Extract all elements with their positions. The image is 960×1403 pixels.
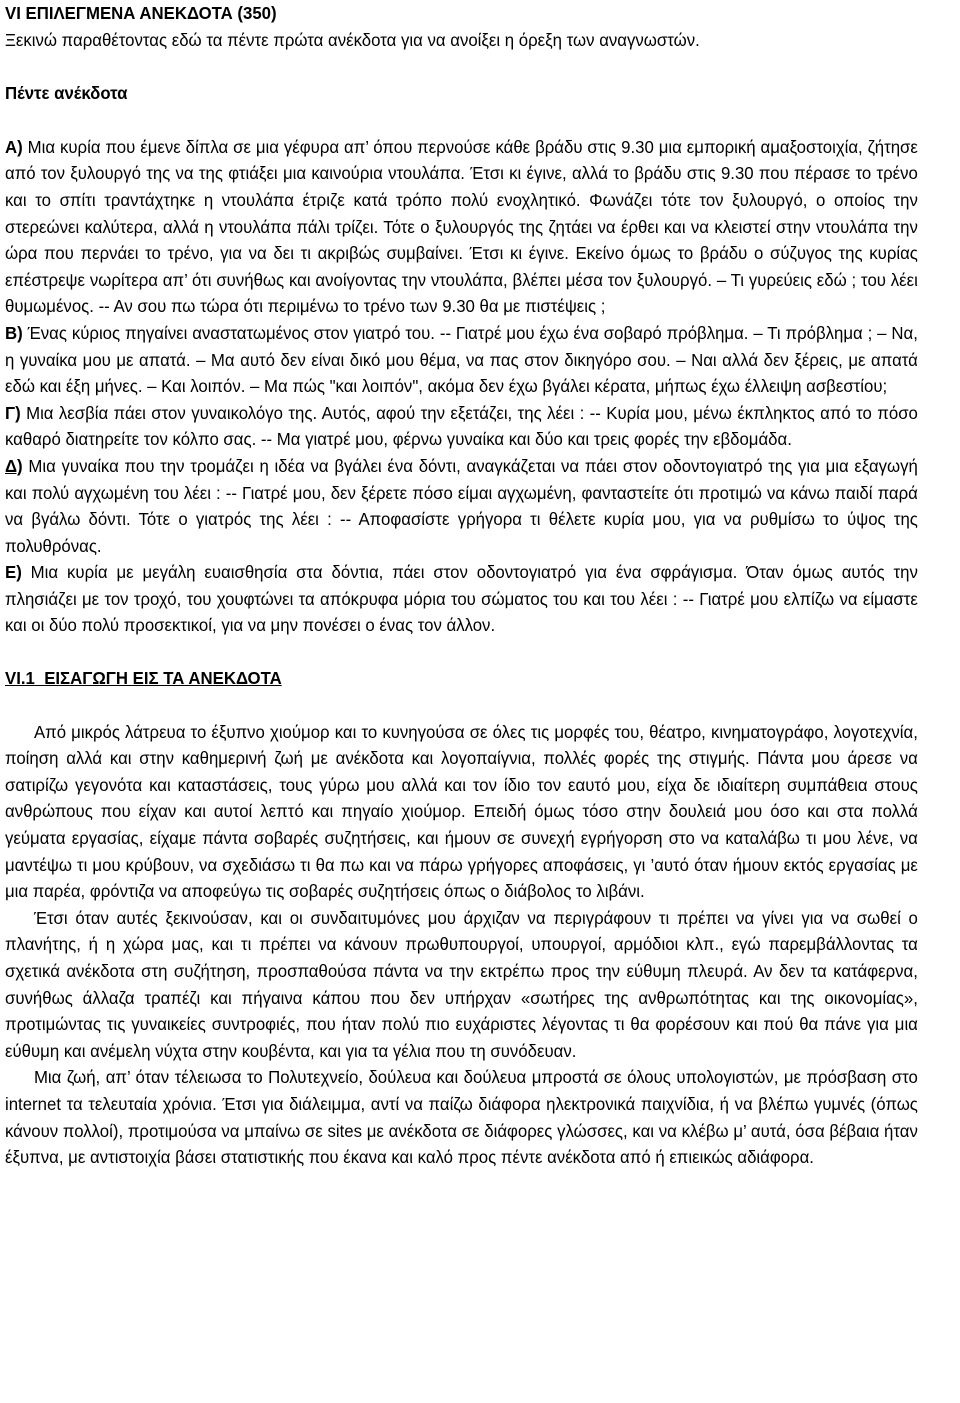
anecdote-text: Μια κυρία με μεγάλη ευαισθησία στα δόντια, πάει στον οδοντογιατρό για ένα σφράγισμα. Όταν όμως αυτός την πλησιάζει με τον τροχό, του χουφτώνει τα απόκρυφα μόρια του σώματος του και του λέει : -- Γιατρέ μου ελπίζω να είμαστε και οι δύο πολύ προσεκτικοί, για να μην πονέσει ο ένας τον άλλον.	[5, 562, 918, 636]
anecdote-label: Γ)	[5, 402, 21, 423]
anecdote-text: Μια γυναίκα που την τρομάζει η ιδέα να βγάλει ένα δόντι, αναγκάζεται να πάει στον οδοντογιατρό της για μια εξαγωγή και πολύ αγχωμένη του λέει : -- Γιατρέ μου, δεν ξέρετε πόσο είμαι αγχωμένη, φανταστείτε ότι προτιμώ να κάνω παιδί παρά να βγάλω δόντι. Τότε ο γιατρός της λέει : -- Αποφασίστε γρήγορα τι θέλετε κυρία μου, για να ρυθμίσω το ύψος της πολυθρόνας.	[5, 455, 918, 556]
section-paragraph: Από μικρός λάτρευα το έξυπνο χιούμορ και το κυνηγούσα σε όλες τις μορφές του, θέατρο, κινηματογράφο, λογοτεχνία, ποίηση αλλά και στην καθημερινή ζωή με ανέκδοτα και λογοπαίγνια, πολλές φορές της στιγμής. Πάντα μου άρεσε να σατιρίζω γεγονότα και καταστάσεις, τους γύρω μου αλλά και τον ίδιο τον εαυτό μου, είχα δε ιδιαίτερη συμπάθεια στους ανθρώπους που είχαν και αυτοί λεπτό και πηγαίο χιούμορ. Επειδή όμως τόσο στην δουλειά μου όσο και στα πολλά γεύματα εργασίας, είχαμε πάντα σοβαρές συζητήσεις, και ήμουν σε συνεχή εγρήγορση στο να καταλάβω τι μου λένε, να μαντέψω τι μου κρύβουν, να σχεδιάσω τι θα πω και να πάρω γρήγορες αποφάσεις, γι ’αυτό όταν ήμουν εκτός εργασίας με μια παρέα, φρόντιζα να αποφεύγω τις σοβαρές συζητήσεις όπως ο διάβολος το λιβάνι.	[5, 721, 918, 902]
anecdotes-heading: Πέντε ανέκδοτα	[5, 83, 128, 104]
anecdote-text: Μια λεσβία πάει στον γυναικολόγο της. Αυτός, αφού την εξετάζει, της λέει : -- Κυρία μου, μένω έκπληκτος από το πόσο καθαρό διατηρείτε τον κόλπο σας. -- Μα γιατρέ μου, φέρνω γυναίκα και δύο και τρεις φορές την εβδομάδα.	[5, 402, 918, 450]
document-page	[5, 0, 918, 1171]
anecdote-label: Δ)	[5, 455, 23, 476]
anecdote-label: Β)	[5, 322, 23, 343]
anecdote-text: Μια κυρία που έμενε δίπλα σε μια γέφυρα απ’ όπου περνούσε κάθε βράδυ στις 9.30 μια εμπορική αμαξοστοιχία, ζήτησε από τον ξυλουργό της να της φτιάξει μια καινούρια ντουλάπα. Έτσι κι έγινε, αλλά το βράδυ στις 9.30 που πέρασε το τρένο και το σπίτι τραντάχτηκε η ντουλάπα έτριζε κατά τρόπο πολύ ενοχλητικό. Φωνάζει τότε τον ξυλουργό, ο οποίος την στερεώνει καλύτερα, αλλά η ντουλάπα πάλι τρίζει. Τότε ο ξυλουργός της ζητάει να έρθει και να κλειστεί στην ντουλάπα την ώρα που περνάει το τρένο, για να δει τι ακριβώς συμβαίνει. Έτσι κι έγινε. Εκείνο όμως το βράδυ ο σύζυγος της κυρίας επέστρεψε νωρίτερα απ’ ότι συνήθως και ανοίγοντας την ντουλάπα, βλέπει μέσα τον ξυλουργό. – Τι γυρεύεις εδώ ; του λέει θυμωμένος. -- Αν σου πω τώρα ότι περιμένω το τρένο των 9.30 θα με πιστέψεις ;	[5, 136, 918, 317]
anecdote-list	[5, 134, 918, 639]
anecdote-text: Ένας κύριος πηγαίνει αναστατωμένος στον γιατρό του. -- Γιατρέ μου έχω ένα σοβαρό πρόβλημα. – Τι πρόβλημα ; – Να, η γυναίκα μου με απατά. – Μα αυτό δεν είναι δικό μου θέμα, να πας στον δικηγόρο σου. – Ναι αλλά δεν ξέρεις, με απατά εδώ και έξη μήνες. – Και λοιπόν. – Μα πώς "και λοιπόν", ακόμα δεν έχω βγάλει κέρατα, μήπως έχω έλλειψη ασβεστίου;	[5, 322, 918, 397]
anecdote-item	[5, 453, 918, 559]
section-heading	[5, 665, 918, 692]
section-number: VI.1	[5, 668, 35, 689]
anecdote-item	[5, 400, 918, 453]
section-paragraph: Έτσι όταν αυτές ξεκινούσαν, και οι συνδαιτυμόνες μου άρχιζαν να περιγράφουν τι πρέπει να γίνει για να σωθεί ο πλανήτης, ή η χώρα μας, και τι πρέπει να κάνουν πρωθυπουργοί, υπουργοί, αρμόδιοι κλπ., εγώ παρεμβάλλοντας τα σχετικά ανέκδοτα στη συζήτηση, προσπαθούσα πάντα να την εκτρέπω προς την εύθυμη πλευρά. Αν δεν τα κατάφερνα, συνήθως άλλαζα τραπέζι και πήγαινα κάπου που δεν υπήρχαν «σωτήρες της ανθρωπότητας και της οικονομίας», προτιμώντας τις γυναικείες συντροφιές, που ήταν πολύ πιο ευχάριστες λέγοντας τι θα φορέσουν και πού θα πάνε για μια εύθυμη και ανέμελη νύχτα στην κουβέντα, και για τα γέλια που τη συνόδευαν.	[5, 907, 918, 1061]
section-title: ΕΙΣΑΓΩΓΗ ΕΙΣ ΤΑ ΑΝΕΚΔΟΤΑ	[44, 668, 282, 689]
anecdote-item	[5, 559, 918, 639]
anecdote-item	[5, 320, 918, 400]
anecdote-label: Ε)	[5, 562, 22, 583]
section-body	[5, 719, 918, 1171]
document-title: VI ΕΠΙΛΕΓΜΕΝΑ ΑΝΕΚΔΟΤΑ (350)	[5, 3, 277, 23]
anecdote-item	[5, 134, 918, 320]
anecdote-label: Α)	[5, 136, 23, 157]
section-paragraph: Μια ζωή, απ’ όταν τέλειωσα το Πολυτεχνείο, δούλευα και δούλευα μπροστά σε όλους υπολογιστών, με πρόσβαση στο internet τα τελευταία χρόνια. Έτσι για διάλειμμα, αντί να παίζω διάφορα ηλεκτρονικά παιχνίδια, ή να βλέπω γυμνές (όπως κάνουν πολλοί), προτιμούσα να μπαίνω σε sites με ανέκδοτα σε διάφορες γλώσσες, και να κλέβω μ’ αυτά, όσα βέβαια ήταν έξυπνα, με αντιστοιχία βάσει στατιστικής που έκανα και καλό προς πέντε ανέκδοτα από ή επιεικώς αδιάφορα.	[5, 1067, 918, 1168]
document-subtitle: Ξεκινώ παραθέτοντας εδώ τα πέντε πρώτα ανέκδοτα για να ανοίξει η όρεξη των αναγνωστών.	[5, 29, 700, 50]
